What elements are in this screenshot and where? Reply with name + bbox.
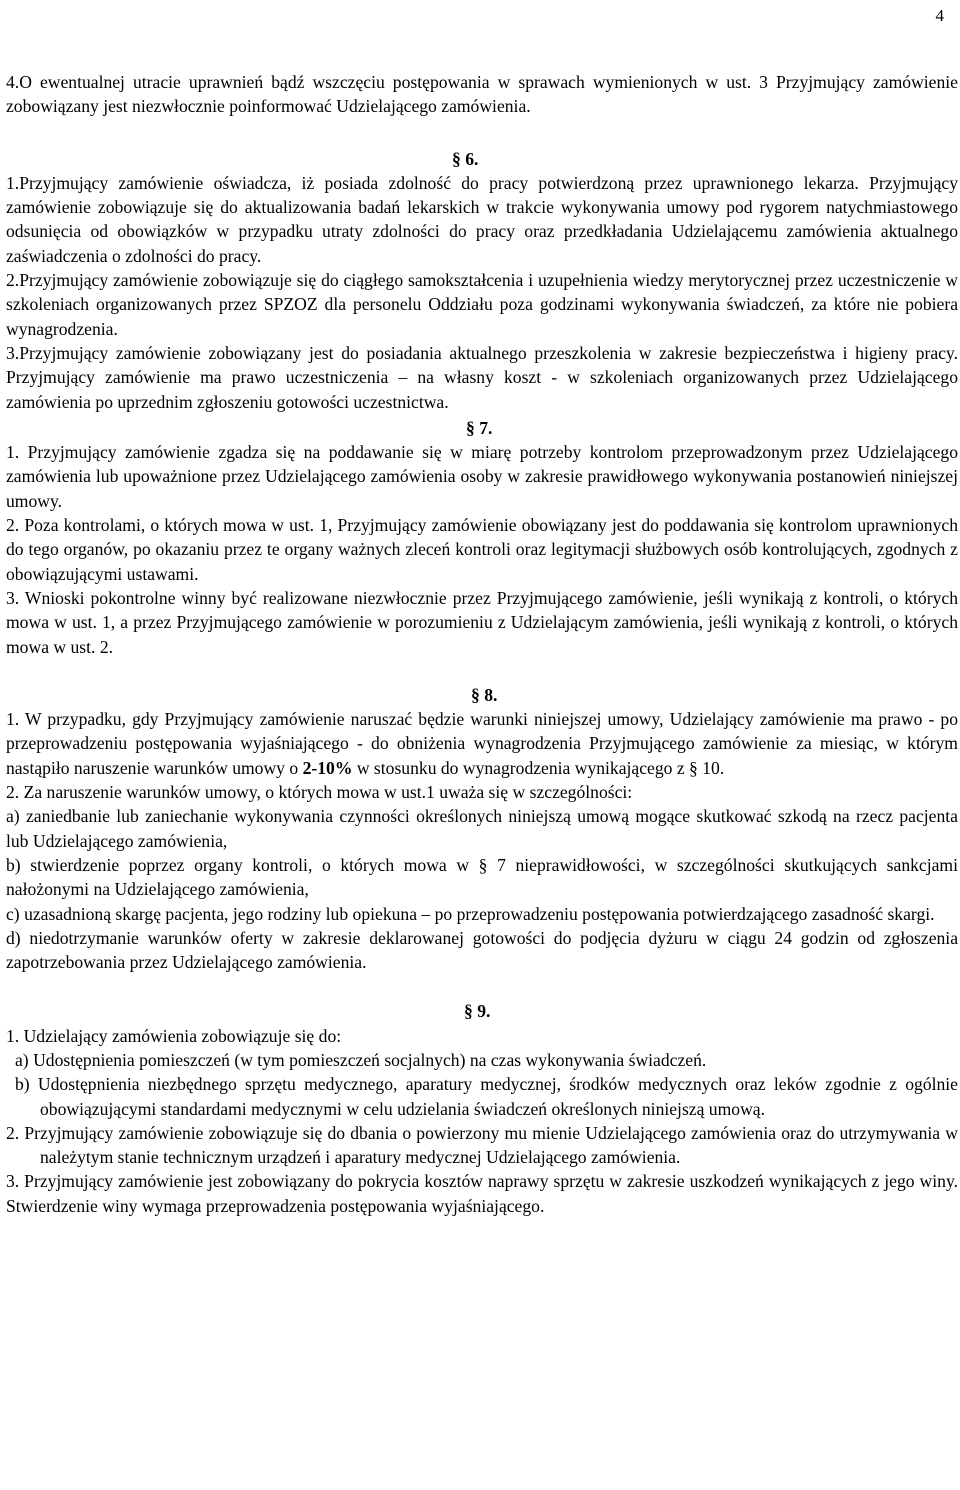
section-heading-7: § 7.	[466, 417, 493, 438]
paragraph-6-3: 3.Przyjmujący zamówienie zobowiązany jest do posiadania aktualnego przeszkolenia w zakresie bezpieczeństwa i higieny pracy. Przyjmujący zamówienie ma prawo uczestniczenia – na własny koszt - w szkoleniach organizowanych przez Udzielającego zamówienia po uprzednim zgłoszeniu gotowości uczestnictwa.	[6, 342, 958, 412]
percentage-range: 2-10%	[302, 757, 353, 778]
paragraph-9-3: 3. Przyjmujący zamówienie jest zobowiązany do pokrycia kosztów naprawy sprzętu w zakresie uszkodzeń wynikających z jego winy. Stwierdzenie winy wymaga przeprowadzenia postępowania wyjaśniającego.	[6, 1171, 958, 1216]
document-body	[6, 70, 958, 1218]
paragraph-6-2: 2.Przyjmujący zamówienie zobowiązuje się do ciągłego samokształcenia i uzupełnienia wiedzy merytorycznej przez uczestniczenie w szkoleniach organizowanych przez SPZOZ dla personelu Oddziału poza godzinami wykonywania świadczeń, za które nie pobiera wynagrodzenia.	[6, 270, 958, 339]
paragraph-7-2: 2. Poza kontrolami, o których mowa w ust. 1, Przyjmujący zamówienie obowiązany jest do poddawania się kontrolom uprawnionych do tego organów, po okazaniu przez te organy ważnych zleceń kontroli oraz legitymacji służbowych osób kontrolujących, zgodnych z obowiązującymi ustawami.	[6, 515, 958, 584]
page-number: 4	[935, 6, 944, 25]
section-heading-6: § 6.	[452, 148, 479, 169]
paragraph-8-2-a: a) zaniedbanie lub zaniechanie wykonywania czynności określonych niniejszą umową mogące skutkować szkodą na rzecz pacjenta lub Udzielającego zamówienia,	[6, 806, 958, 851]
paragraph-8-2-b: b) stwierdzenie poprzez organy kontroli, o których mowa w § 7 nieprawidłowości, w szczególności skutkujących sankcjami nałożonymi na Udzielającego zamówienia,	[6, 854, 958, 900]
paragraph-9-1-b: b) Udostępnienia niezbędnego sprzętu medycznego, aparatury medycznej, środków medycznych oraz leków zgodnie z ogólnie obowiązującymi standardami medycznymi w celu udzielania świadczeń określonych niniejszą umową.	[15, 1074, 958, 1119]
paragraph-8-2-d: d) niedotrzymanie warunków oferty w zakresie deklarowanej gotowości do podjęcia dyżuru w ciągu 24 godzin od zgłoszenia zapotrzebowania przez Udzielającego zamówienia.	[6, 927, 958, 973]
paragraph-8-1-tail: w stosunku do wynagrodzenia wynikającego z § 10.	[352, 757, 725, 778]
paragraph-6-1: 1.Przyjmujący zamówienie oświadcza, iż posiada zdolność do pracy potwierdzoną przez uprawnionego lekarza. Przyjmujący zamówienie zobowiązuje się do aktualizowania badań lekarskich w trakcie wykonywania umowy pod rygorem natychmiastowego odsunięcia od obowiązków w przypadku utraty zdolności do pracy oraz przedkładania Udzielającemu zamówienia aktualnego zaświadczenia o zdolności do pracy.	[6, 172, 958, 266]
paragraph-9-1-a: a) Udostępnienia pomieszczeń (w tym pomieszczeń socjalnych) na czas wykonywania świadczeń.	[15, 1049, 707, 1070]
paragraph-7-3: 3. Wnioski pokontrolne winny być realizowane niezwłocznie przez Przyjmującego zamówienie, jeśli wynikają z kontroli, o których mowa w ust. 1, a przez Przyjmującego zamówienie w porozumieniu z Udzielającym zamówienia, jeśli wynikają z kontroli, o których mowa w ust. 2.	[6, 587, 958, 657]
paragraph-8-1-text: 1. W przypadku, gdy Przyjmujący zamówienie naruszać będzie warunki niniejszej umowy, Udzielający zamówienie ma prawo - po przeprowadzeniu postępowania wyjaśniającego - do obniżenia wynagrodzenia Przyjmującego zamówienie za miesiąc, w którym nastąpiło naruszenie warunków umowy o	[6, 709, 958, 778]
paragraph-5-4: 4.O ewentualnej utracie uprawnień bądź wszczęciu postępowania w sprawach wymienionych w ust. 3 Przyjmujący zamówienie zobowiązany jest niezwłocznie poinformować Udzielającego zamówienia.	[6, 72, 958, 117]
paragraph-8-2-c: c) uzasadnioną skargę pacjenta, jego rodziny lub opiekuna – po przeprowadzeniu postępowania potwierdzającego zasadność skargi.	[6, 903, 935, 924]
paragraph-8-1	[6, 707, 958, 780]
paragraph-9-2: 2. Przyjmujący zamówienie zobowiązuje się do dbania o powierzony mu mienie Udzielającego zamówienia oraz do utrzymywania w należytym stanie technicznym urządzeń i aparatury medycznej Udzielającego zamówienia.	[6, 1122, 958, 1168]
paragraph-9-1: 1. Udzielający zamówienia zobowiązuje się do:	[6, 1025, 342, 1046]
paragraph-7-1: 1. Przyjmujący zamówienie zgadza się na poddawanie się w miarę potrzeby kontrolom przeprowadzonym przez Udzielającego zamówienia lub upoważnione przez Udzielającego zamówienia osoby w zakresie prawidłowego wykonywania postanowień niniejszej umowy.	[6, 442, 958, 511]
section-heading-8: § 8.	[471, 684, 498, 705]
paragraph-8-2: 2. Za naruszenie warunków umowy, o których mowa w ust.1 uważa się w szczególności:	[6, 782, 633, 803]
section-heading-9: § 9.	[464, 1001, 491, 1022]
